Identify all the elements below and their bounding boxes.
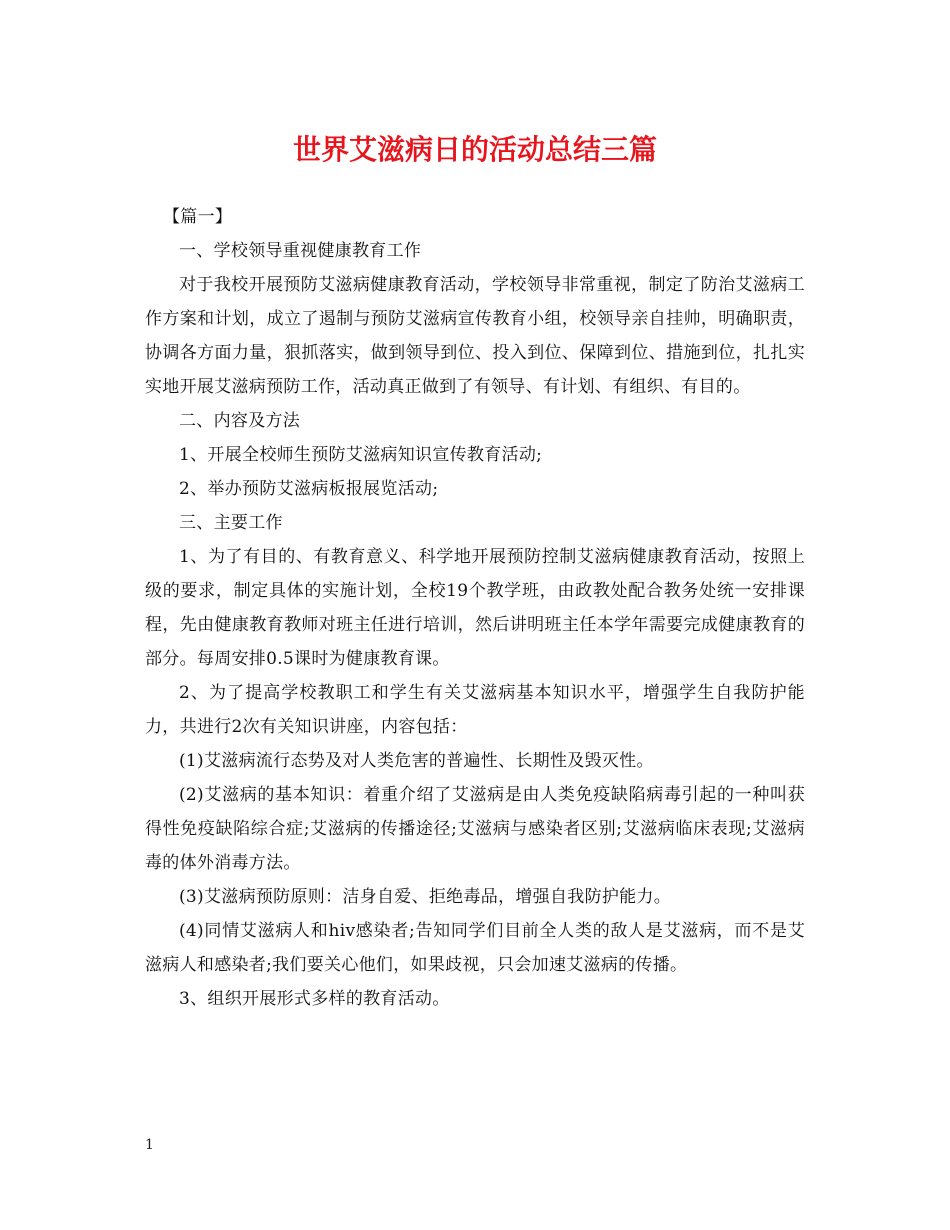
- list-item: (1)艾滋病流行态势及对人类危害的普遍性、长期性及毁灭性。: [179, 751, 654, 771]
- paragraph: 1、为了有目的、有教育意义、科学地开展预防控制艾滋病健康教育活动，按照上级的要求，制定具体的实施计划，全校19个教学班，由政教处配合教务处统一安排课程，先由健康教育教师对班主任进行培训，然后讲明班主任本学年需要完成健康教育的部分。每周安排0.5课时为健康教育课。: [145, 547, 805, 669]
- document-title: 世界艾滋病日的活动总结三篇: [292, 133, 657, 166]
- document-body: [145, 200, 805, 1016]
- page-number: 1: [145, 1137, 154, 1153]
- paragraph: 对于我校开展预防艾滋病健康教育活动，学校领导非常重视，制定了防治艾滋病工作方案和计划，成立了遏制与预防艾滋病宣传教育小组，校领导亲自挂帅，明确职责，协调各方面力量，狠抓落实，做到领导到位、投入到位、保障到位、措施到位，扎扎实实地开展艾滋病预防工作，活动真正做到了有领导、有计划、有组织、有目的。: [145, 275, 805, 397]
- list-item: (3)艾滋病预防原则：洁身自爱、拒绝毒品，增强自我防护能力。: [179, 887, 672, 907]
- paragraph: 3、组织开展形式多样的教育活动。: [179, 989, 450, 1009]
- list-item: (4)同情艾滋病人和hiv感染者;告知同学们目前全人类的敌人是艾滋病，而不是艾滋病人和感染者;我们要关心他们，如果歧视，只会加速艾滋病的传播。: [145, 921, 805, 975]
- list-item: (2)艾滋病的基本知识：着重介绍了艾滋病是由人类免疫缺陷病毒引起的一种叫获得性免疫缺陷综合症;艾滋病的传播途径;艾滋病与感染者区别;艾滋病临床表现;艾滋病毒的体外消毒方法。: [145, 785, 805, 873]
- section-heading: 【篇一】: [163, 207, 233, 227]
- list-item: 2、举办预防艾滋病板报展览活动;: [179, 479, 439, 499]
- list-item: 1、开展全校师生预防艾滋病知识宣传教育活动;: [179, 445, 543, 465]
- paragraph: 2、为了提高学校教职工和学生有关艾滋病基本知识水平，增强学生自我防护能力，共进行2次有关知识讲座，内容包括：: [145, 683, 805, 737]
- subheading: 三、主要工作: [179, 513, 283, 533]
- subheading: 二、内容及方法: [179, 411, 301, 431]
- subheading: 一、学校领导重视健康教育工作: [179, 241, 422, 261]
